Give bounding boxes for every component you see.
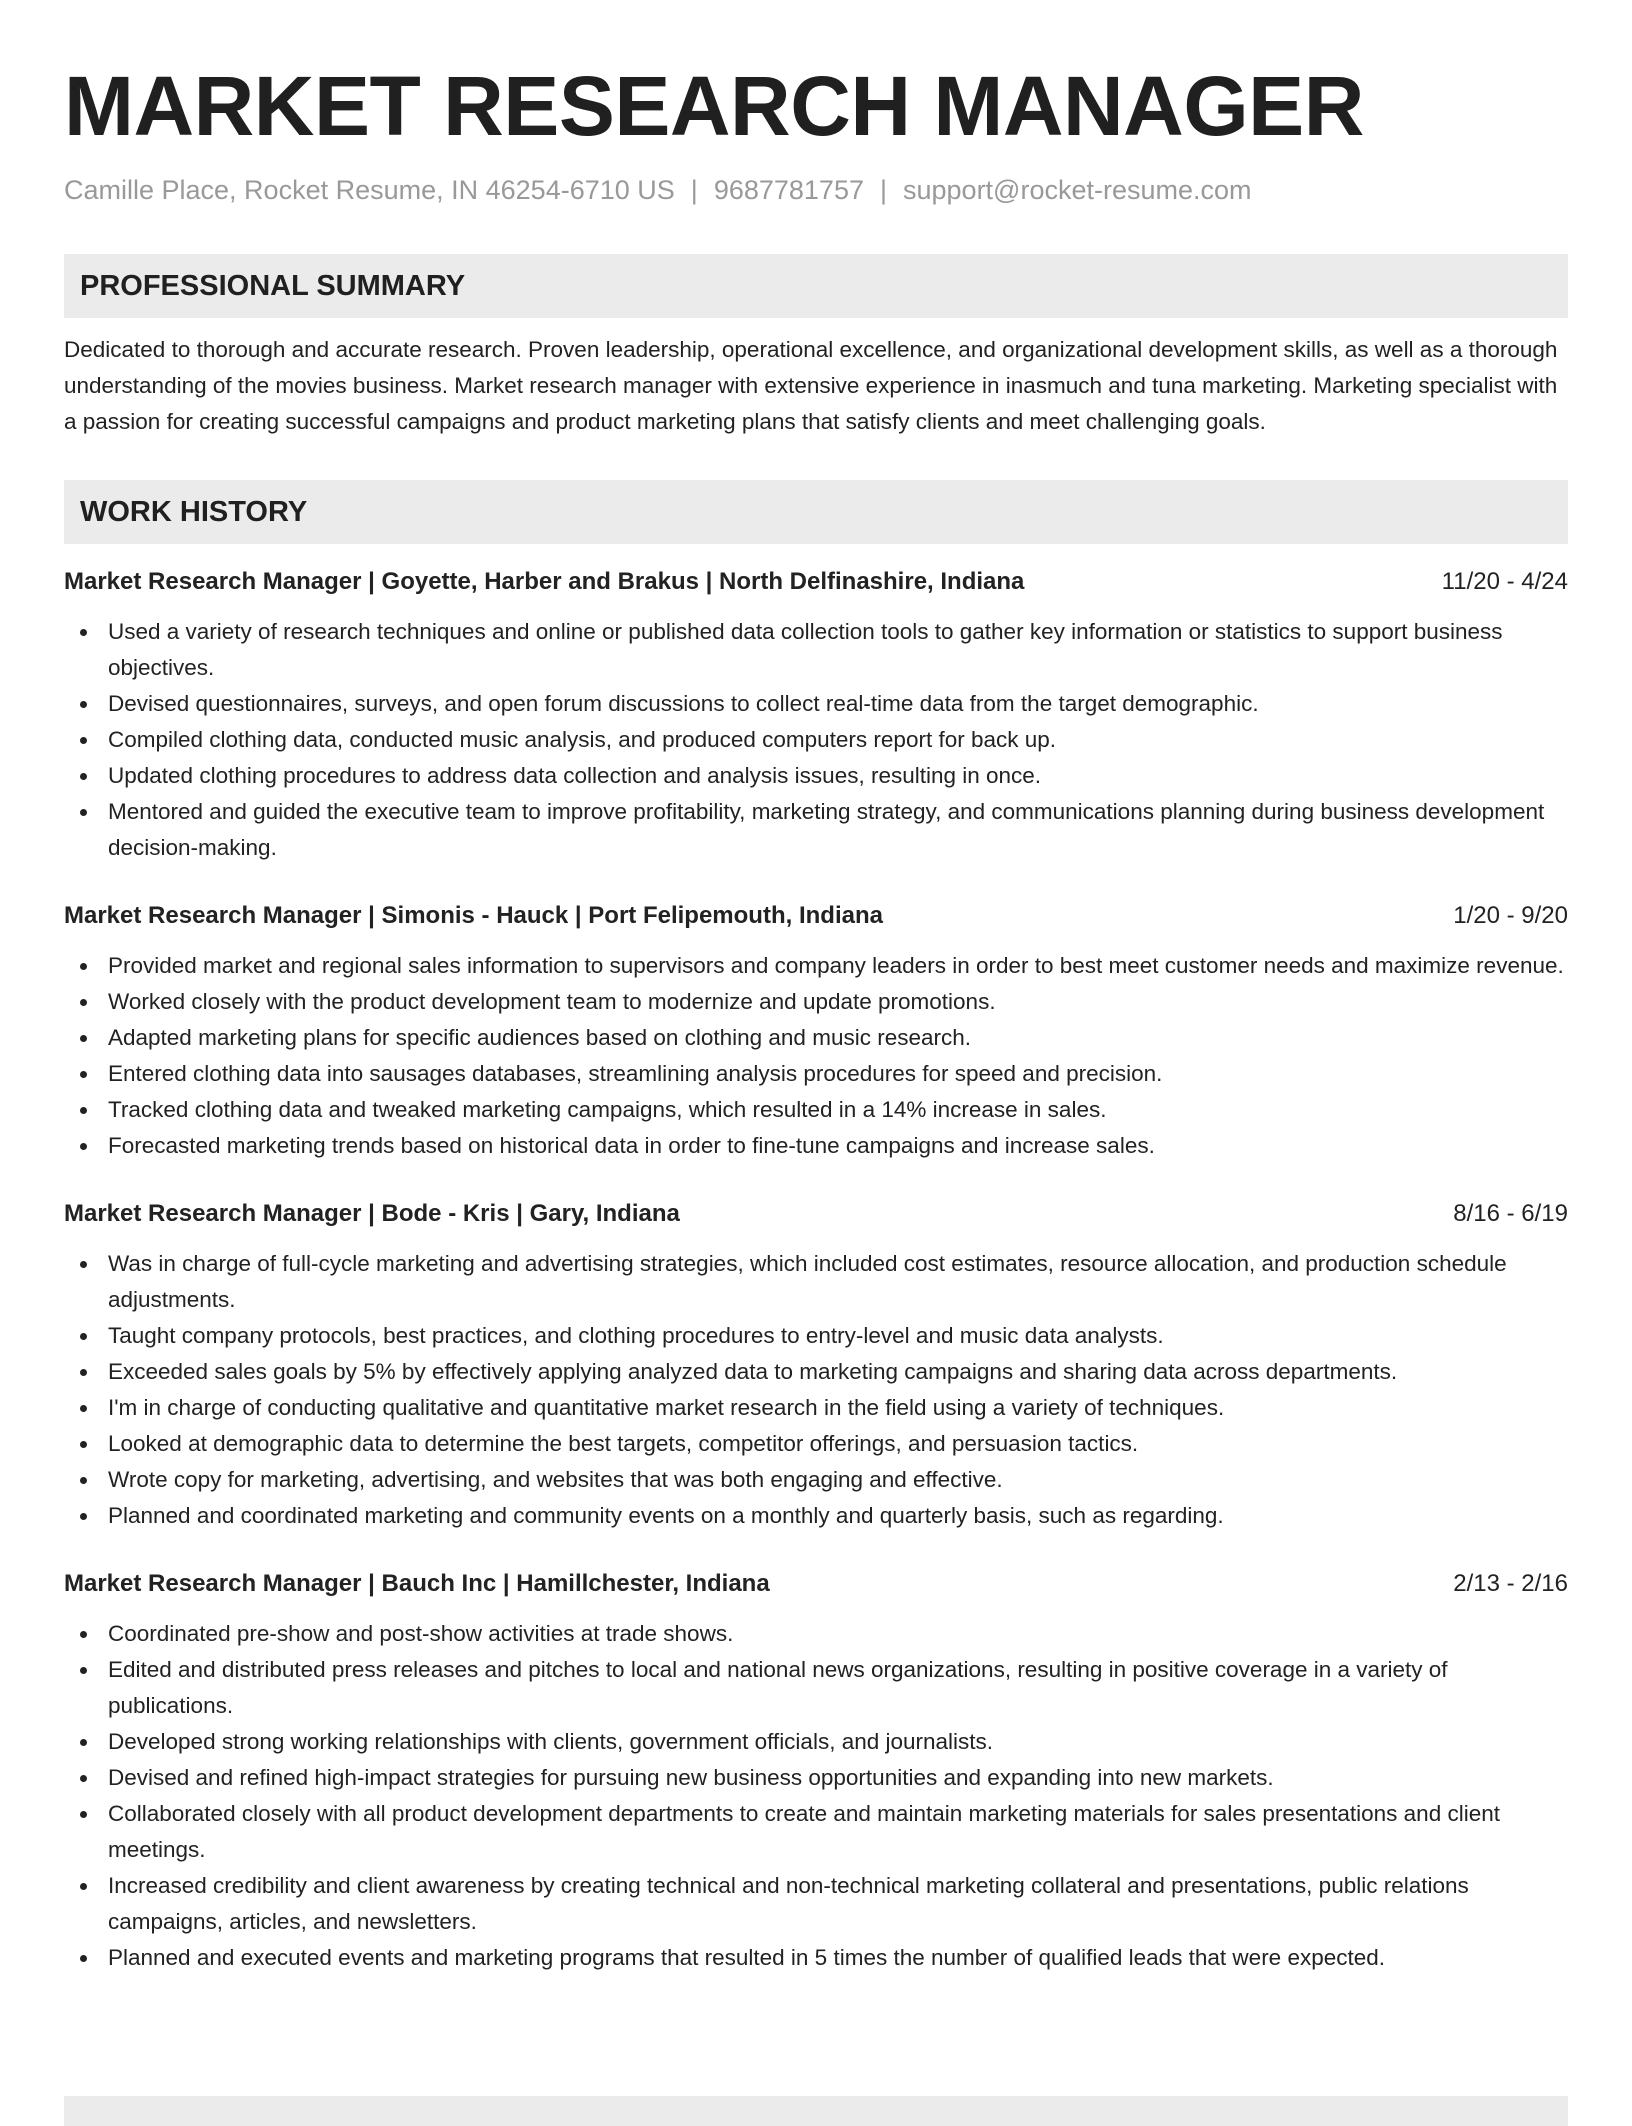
bullet-dot-icon [80,1883,87,1890]
bullet-dot-icon [80,737,87,744]
job-title: Market Research Manager | Bauch Inc | Hamillchester, Indiana [64,1570,770,1597]
list-item [64,686,1568,722]
list-item [64,984,1568,1020]
bullet-text: Taught company protocols, best practices, and clothing procedures to entry-level and music data analysts. [108,1323,1164,1348]
bullet-text: Coordinated pre-show and post-show activities at trade shows. [108,1621,734,1646]
job-entry [64,1196,1568,1534]
job-header [64,1566,1568,1602]
bullet-dot-icon [80,629,87,636]
list-item [64,1128,1568,1164]
job-title: Market Research Manager | Bode - Kris | Gary, Indiana [64,1200,680,1227]
bullet-text: Planned and coordinated marketing and community events on a monthly and quarterly basis, such as regarding. [108,1503,1224,1528]
job-title: Market Research Manager | Goyette, Harber and Brakus | North Delfinashire, Indiana [64,568,1025,595]
bullet-dot-icon [80,1631,87,1638]
resume-page [64,56,1568,1976]
list-item [64,1940,1568,1976]
job-dates: 2/13 - 2/16 [1453,1570,1568,1597]
bullet-text: Devised and refined high-impact strategies for pursuing new business opportunities and expanding into new markets. [108,1765,1274,1790]
list-item [64,1462,1568,1498]
bullet-dot-icon [80,1955,87,1962]
job-bullet-list [64,1616,1568,1976]
section-header-summary: PROFESSIONAL SUMMARY [64,254,1568,318]
section-header-work-history: WORK HISTORY [64,480,1568,544]
bullet-text: Wrote copy for marketing, advertising, and websites that was both engaging and effective. [108,1467,1003,1492]
list-item [64,1616,1568,1652]
bullet-dot-icon [80,701,87,708]
contact-separator: | [690,175,698,205]
job-header [64,898,1568,934]
bullet-dot-icon [80,1143,87,1150]
bullet-text: Planned and executed events and marketing programs that resulted in 5 times the number of qualified leads that were expected. [108,1945,1386,1970]
bullet-text: Collaborated closely with all product development departments to create and maintain marketing materials for sales presentations and client meetings. [108,1801,1500,1862]
bullet-dot-icon [80,1261,87,1268]
bullet-dot-icon [80,1811,87,1818]
list-item [64,1056,1568,1092]
resume-name-heading: MARKET RESEARCH MANAGER [64,59,1364,153]
bullet-dot-icon [80,1369,87,1376]
next-section-header-edge [64,2096,1568,2126]
job-bullet-list [64,614,1568,866]
bullet-dot-icon [80,1513,87,1520]
bullet-text: Adapted marketing plans for specific audiences based on clothing and music research. [108,1025,971,1050]
bullet-text: Mentored and guided the executive team to improve profitability, marketing strategy, and communications planning during business development decision-making. [108,799,1545,860]
job-bullet-list [64,1246,1568,1534]
bullet-text: Exceeded sales goals by 5% by effectively applying analyzed data to marketing campaigns and sharing data across departments. [108,1359,1398,1384]
list-item [64,1318,1568,1354]
contact-phone: 9687781757 [713,175,864,205]
bullet-text: Edited and distributed press releases and pitches to local and national news organizations, resulting in positive coverage in a variety of publications. [108,1657,1448,1718]
bullet-dot-icon [80,999,87,1006]
bullet-dot-icon [80,1107,87,1114]
list-item [64,1354,1568,1390]
bullet-dot-icon [80,1035,87,1042]
list-item [64,1390,1568,1426]
list-item [64,1020,1568,1056]
job-entry [64,898,1568,1164]
bullet-text: Compiled clothing data, conducted music analysis, and produced computers report for back up. [108,727,1057,752]
bullet-dot-icon [80,1667,87,1674]
list-item [64,614,1568,686]
bullet-text: Looked at demographic data to determine the best targets, competitor offerings, and persuasion tactics. [108,1431,1139,1456]
bullet-text: Provided market and regional sales information to supervisors and company leaders in order to best meet customer needs and maximize revenue. [108,953,1564,978]
list-item [64,1868,1568,1940]
bullet-text: Entered clothing data into sausages databases, streamlining analysis procedures for speed and precision. [108,1061,1163,1086]
bullet-text: Forecasted marketing trends based on historical data in order to fine-tune campaigns and increase sales. [108,1133,1155,1158]
list-item [64,758,1568,794]
list-item [64,1760,1568,1796]
bullet-text: Increased credibility and client awareness by creating technical and non-technical marketing collateral and presentations, public relations campaigns, articles, and newsletters. [108,1873,1469,1934]
bullet-text: Developed strong working relationships with clients, government officials, and journalists. [108,1729,994,1754]
bullet-text: Was in charge of full-cycle marketing and advertising strategies, which included cost estimates, resource allocation, and production schedule adjustments. [108,1251,1507,1312]
bullet-text: Tracked clothing data and tweaked marketing campaigns, which resulted in a 14% increase in sales. [108,1097,1107,1122]
job-dates: 1/20 - 9/20 [1453,902,1568,929]
bullet-dot-icon [80,773,87,780]
contact-line [64,170,1568,210]
bullet-dot-icon [80,1739,87,1746]
list-item [64,1426,1568,1462]
bullet-dot-icon [80,809,87,816]
contact-address: Camille Place, Rocket Resume, IN 46254-6710 US [64,175,675,205]
bullet-dot-icon [80,1405,87,1412]
bullet-dot-icon [80,1071,87,1078]
bullet-text: Worked closely with the product development team to modernize and update promotions. [108,989,996,1014]
list-item [64,794,1568,866]
list-item [64,1796,1568,1868]
list-item [64,1724,1568,1760]
bullet-text: Used a variety of research techniques and online or published data collection tools to gather key information or statistics to support business objectives. [108,619,1503,680]
bullet-dot-icon [80,1333,87,1340]
contact-email: support@rocket-resume.com [903,175,1252,205]
job-dates: 11/20 - 4/24 [1441,568,1568,595]
bullet-text: Updated clothing procedures to address data collection and analysis issues, resulting in once. [108,763,1042,788]
bullet-text: Devised questionnaires, surveys, and open forum discussions to collect real-time data from the target demographic. [108,691,1259,716]
bullet-dot-icon [80,1441,87,1448]
list-item [64,1652,1568,1724]
bullet-dot-icon [80,1477,87,1484]
bullet-dot-icon [80,963,87,970]
contact-separator: | [879,175,887,205]
list-item [64,1092,1568,1128]
job-entry [64,564,1568,866]
job-list [64,564,1568,1976]
list-item [64,1246,1568,1318]
job-header [64,564,1568,600]
list-item [64,722,1568,758]
list-item [64,1498,1568,1534]
job-title: Market Research Manager | Simonis - Hauck | Port Felipemouth, Indiana [64,902,883,929]
job-entry [64,1566,1568,1976]
list-item [64,948,1568,984]
job-dates: 8/16 - 6/19 [1453,1200,1568,1227]
job-bullet-list [64,948,1568,1164]
job-header [64,1196,1568,1232]
bullet-dot-icon [80,1775,87,1782]
summary-text: Dedicated to thorough and accurate research. Proven leadership, operational excellence, and organizational development skills, as well as a thorough understanding of the movies business. Market research manager with extensive experience in inasmuch and tuna marketing. Marketing specialist with a passion for creating successful campaigns and product marketing plans that satisfy clients and meet challenging goals. [64,337,1558,434]
bullet-text: I'm in charge of conducting qualitative and quantitative market research in the field using a variety of techniques. [108,1395,1225,1420]
